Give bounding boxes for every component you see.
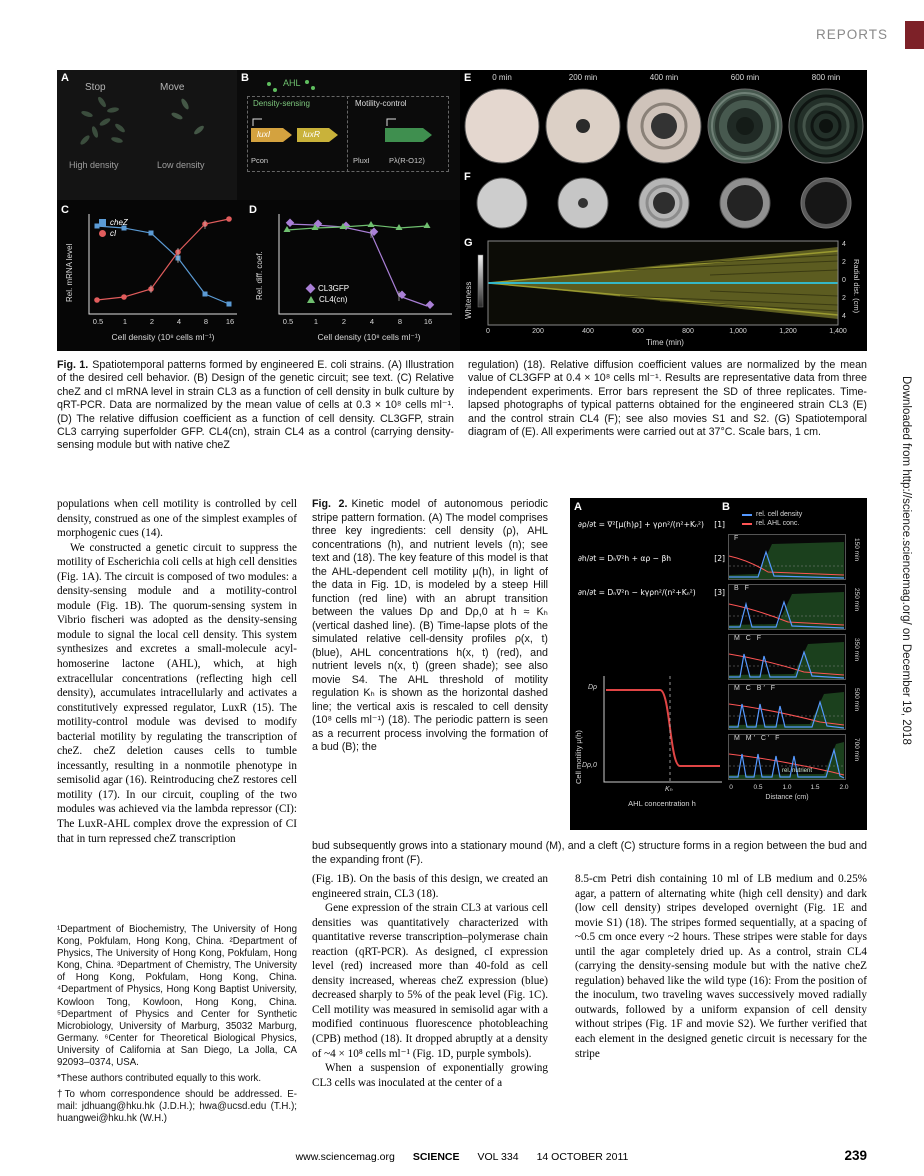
d-rho0-label: Dρ,0 [582,762,597,769]
panel-d-legend [307,284,349,306]
fig1-panel-b [237,70,460,200]
motility-control-label: Motility-control [355,99,407,108]
panel-letter: A [574,501,582,513]
cheZ-legend-marker [99,219,106,226]
equal-contribution-note: *These authors contributed equally to this work. [57,1073,262,1085]
ahl-legend-marker [742,523,752,525]
time-label: 200 min [568,73,598,82]
body-column-1 [57,497,297,846]
equation-text: ∂ρ/∂t = ∇²[μ(h)ρ] + γρn²/(n²+Kₙ²) [578,520,704,529]
section-header: REPORTS [815,27,888,42]
download-watermark: Downloaded from http://science.sciencemag.org/ on December 19, 2018 [900,376,912,745]
fig1-caption-col2 [468,359,867,439]
x-axis-label: Cell density (10⁸ cells ml⁻¹) [317,332,421,342]
footnotes [57,924,297,1130]
x-tick: 0 [486,328,490,335]
fig1-caption-col1 [57,359,454,453]
qrtpcr-chart [57,200,245,351]
panel-letter: D [249,204,257,216]
sim-row-2 [728,584,867,632]
row-time-label: 150 min [853,538,860,562]
row-time-label: 250 min [853,588,860,612]
panel-b-legend [742,511,802,529]
row-marks: M C B′ F [734,685,777,692]
motility-plot-graphic [574,666,728,816]
right-tick: 0 [842,277,846,284]
d-rho-label: Dρ [588,684,598,691]
x-tick: 4 [369,317,375,326]
journal-url-link[interactable]: www.sciencemag.org [295,1151,395,1163]
low-density-label: Low density [157,160,205,170]
cl3gfp-legend-label: CL3GFP [318,284,350,293]
x-tick: 1 [313,317,319,326]
paragraph: Gene expression of the strain CL3 at various cell densities was quantitatively characterized with quantitative reverse transcription–polymerase chain reaction (qRT-PCR). As designed, cI expression level (red) increased more than 40-fold as cell density increased, whereas cheZ expression (blue) decreased sharply to 5% of the peak level (Fig. 1C). Cell motility was measured in semisolid agar with a modified continuous fluorescence photobleaching (CPB) method (18). It dropped abruptly at a density of ~4 × 10⁸ cells ml⁻¹ (Fig. 1D, purple symbols). [312,902,548,1060]
panel-letter: B [722,501,730,513]
sim-row-5 [728,734,867,782]
cI-legend-marker [99,230,106,237]
x-tick: 16 [423,317,433,326]
pcon-promoter-label: Pcon [251,156,269,165]
x-tick: 1.5 [810,784,820,791]
cl4cn-legend-label: CL4(cn) [319,295,348,304]
luxR-gene-label: luxR [303,129,321,139]
fig2-caption-continuation-text: bud subsequently grows into a stationary mound (M), and a cleft (C) structure forms in a region between the bud and the expanding front (F). [312,840,867,866]
diffusion-chart [245,200,460,351]
x-tick: 600 [632,328,644,335]
x-tick: 1,400 [829,328,847,335]
row-time-label: 500 min [853,688,860,712]
kh-tick-label: Kₕ [665,786,673,793]
panel-c-legend [99,218,128,240]
x-tick: 0 [729,784,733,791]
fig2-caption-text: Kinetic model of autonomous periodic stripe pattern formation. (A) The model comprises three key ingredients: cell density (ρ), AHL concentrations (h), and nutrient levels (n); see text and (18). The key feature of this model is that the AHL-dependent cell motility μ(h), in light of the data in Fig. 1D, is modeled by a steep Hill function (red line) with an abrupt transition between the values Dρ and Dρ,0 at h ≈ Kₕ (vertical dashed line). (B) Time-lapse plots of the simulated relative cell-density profiles ρ(x, t) (blue), AHL concentrations h(x, t) (red), and nutrient levels n(x, t) (green shade); see also movie S4. The AHL threshold of motility regulation Kₕ is shown as the horizontal dashed line; the vertical axis is rescaled to cell density (10⁸ cells ml⁻¹) (18). The periodic pattern is seen as a recurrent process involving the formation of a bud (B); the [312,498,548,753]
sim-row-3 [728,634,867,682]
module-divider [347,96,348,172]
fig1-caption-label: Fig. 1. [57,359,89,371]
x-tick: 0.5 [753,784,763,791]
panel-letter: G [464,237,473,249]
row-marks: B F [734,585,751,592]
journal-name: SCIENCE [412,1151,460,1163]
cl3-dishes-graphic [460,70,867,170]
paragraph: populations when cell motility is controlled by cell density, construed as one of the simplest examples of morphogenic cues (14). [57,498,297,540]
x-axis-label: Cell density (10⁸ cells ml⁻¹) [111,332,215,342]
density-sensing-label: Density-sensing [253,99,310,108]
row-time-label: 350 min [853,638,860,662]
paragraph: When a suspension of exponentially growing CL3 cells was inoculated at the center of a [312,1062,548,1089]
row-marks: M C F [734,635,764,642]
affiliations: ¹Department of Biochemistry, The University of Hong Kong, Pokfulam, Hong Kong, China. ²Department of Physics, The University of Hong Kong, Pokfulam, Hong Kong, China. ³Department of Chemistry, The University of Hong Kong, Pokfulam, Hong Kong, China. ⁴Department of Physics, Hong Kong Baptist University, Kowloon Tong, Kowloon, Hong Kong, China. ⁵Department of Physics and Center for Synthetic Microbiology, University of Marburg, 35032 Marburg, Germany. ⁶Center for Theoretical Biological Physics, University of California at San Diego, La Jolla, CA 92093–0374, USA. [57,924,297,1069]
x-tick: 200 [532,328,544,335]
equation-number: [1] [714,520,725,529]
x-tick: 8 [203,317,209,326]
time-label: 0 min [492,73,512,82]
cl4cn-legend-marker [307,296,315,303]
x-tick: 0.5 [282,317,294,326]
panel-letter: E [464,72,472,84]
y-axis-label: Rel. diff. coef. [255,251,264,300]
equation-1 [578,520,725,529]
cells-graphic [57,70,237,200]
paragraph: 8.5-cm Petri dish containing 10 ml of LB medium and 0.25% agar, a pattern of alternating white (high cell density) and dark (low cell density) stripes developed overnight (Fig. 1E and movie S1) (18). The stripes formed sequentially, at a spacing of ~0.5 cm once every ~2 hours. These stripes were stable for days until the agar completely dried up. As a control, strain CL4 (carrying the density-sensing module but with the native cheZ regulation) behaved like the wild type (16): From the position of the inoculum, two traveling waves successively moved radially outwards, followed by a uniform expansion of cell density without stripes (Fig. 1F and movie S2). We further verified that each element in the designed genetic circuit is necessary for the stripe [575,873,867,1060]
right-tick: 4 [842,241,846,248]
paragraph: (Fig. 1B). On the basis of this design, we created an engineered strain, CL3 (18). [312,873,548,900]
density-legend-label: rel. cell density [756,511,803,518]
time-axis-label: Time (min) [646,338,684,347]
x-tick: 2 [341,317,347,326]
move-label: Move [160,82,185,93]
cl4-dishes-graphic [460,170,867,237]
x-tick: 400 [582,328,594,335]
fig1-panel-f [460,170,867,237]
plambda-promoter-label: Pλ(R-O12) [389,156,425,165]
fig1-caption-text-2: regulation) (18). Relative diffusion coefficient values are normalized by the mean value of CL3GFP at 0.4 × 10⁸ cells ml⁻¹. Results are representative data from three independent experiments. Error bars represent the SD of three replicates. Time-lapsed photographs of typical patterns obtained for the engineered strain CL3 (E) and the control strain CL4 (F); see also movies S1 and S2. (G) Spatiotemporal diagram of (E). All experiments were carried out at 37°C. Scale bars, 1 cm. [468,359,867,439]
stop-label: Stop [85,82,106,93]
fig1-panel-c [57,200,245,351]
spatiotemporal-diagram [460,237,867,351]
equation-2 [578,554,725,563]
cl3gfp-legend-marker [306,284,316,294]
issue-date: 14 OCTOBER 2011 [536,1151,629,1163]
cheZ-legend-label: cheZ [110,218,128,227]
radial-axis-label: Radial dist. (cm) [852,259,861,314]
cI-legend-label: cI [110,229,117,238]
time-label: 600 min [730,73,760,82]
distance-axis-label: Distance (cm) [765,794,809,801]
body-column-2 [312,872,548,1090]
equation-number: [2] [714,554,725,563]
luxI-gene-label: luxI [257,129,271,139]
fig2-caption [312,498,548,755]
x-tick: 1,000 [729,328,747,335]
fig2-panel-b [728,498,867,830]
x-tick: 8 [397,317,403,326]
page-number: 239 [844,1148,867,1163]
pluxi-promoter-label: PluxI [353,156,370,165]
figure-2 [570,498,867,830]
sim-profile-graphic [728,534,846,580]
whiteness-colorbar-label: Whiteness [464,281,473,319]
right-tick: 4 [842,313,846,320]
y-axis-label: Cell motility μ(h) [574,730,583,784]
fig1-panel-d [245,200,460,351]
panel-letter: B [241,72,249,84]
model-equations [578,520,725,622]
x-tick: 1 [122,317,128,326]
equation-text: ∂h/∂t = Dₕ∇²h + αρ − βh [578,554,672,563]
panel-letter: A [61,72,69,84]
page-footer [57,1148,867,1163]
volume-label: VOL 334 [477,1151,519,1163]
x-tick: 2 [149,317,155,326]
x-axis-label: AHL concentration h [628,799,696,808]
panel-letter: C [61,204,69,216]
right-tick: 2 [842,295,846,302]
fig1-caption-text-1: Spatiotemporal patterns formed by engineered E. coli strains. (A) Illustration of the desired cell behavior. (B) Design of the genetic circuit; see text. (C) Relative cheZ and cI mRNA level in strain CL3 as a function of cell density in bulk culture by qRT-PCR. Data are normalized by the mean value of cells at 0.3 × 10⁸ cells ml⁻¹. (D) The relative diffusion coefficient as a function of cell density. CL3GFP, strain CL3 carrying superfolder GFP. CL4(cn), strain CL4 as a control (carrying density-sensing module but with native cheZ [57,359,454,452]
y-axis-label: Rel. mRNA level [65,243,74,302]
fig1-panel-g [460,237,867,351]
body-column-3 [575,872,867,1061]
ahl-legend-label: rel. AHL conc. [756,520,800,527]
high-density-label: High density [69,160,119,170]
figure-1 [57,70,867,351]
x-tick: 16 [225,317,235,326]
motility-plot [574,666,728,824]
fig2-caption-label: Fig. 2. [312,498,348,510]
x-tick: 1,200 [779,328,797,335]
row-marks: M M′ C′ F [734,735,782,742]
x-tick: 4 [176,317,182,326]
ahl-label: AHL [283,78,301,88]
nutrient-label: rel. nutrient [782,768,813,774]
x-tick: 800 [682,328,694,335]
paragraph: We constructed a genetic circuit to suppress the motility of Escherichia coli cells at high cell densities (Fig. 1A). The circuit is composed of two modules: a density-sensing module and a motility-control module (Fig. 1B). The quorum-sensing system in Vibrio fischeri was adopted as the density-sensing module to signal the local cell density. This system synthesizes and excretes a small-molecule acyl-homoserine lactone (AHL), which, at high extracellular concentrations (reflecting high cell density), accumulates intracellularly and activates a constitutively expressed regulator, LuxR (15). The motility-control module was devised to modify bacterial motility by regulating the transcription of cheZ. cheZ deletion causes cells to tumble incessantly, resulting in a nonmotile phenotype in semisolid agar (16). Reintroducing cheZ restores cell motility (17). In our circuit, coupling of the two modules was achieved via the lambda repressor (CI): The LuxR-AHL complex drove the expression of CI that in turn repressed cheZ transcription [57,541,297,845]
density-legend-marker [742,514,752,516]
equation-number: [3] [714,588,725,597]
sim-row-4 [728,684,867,732]
fig2-caption-continuation [312,840,867,867]
equation-text: ∂n/∂t = Dₙ∇²n − kγρn²/(n²+Kₙ²) [578,588,696,597]
x-tick: 2.0 [839,784,849,791]
time-label: 800 min [811,73,841,82]
equation-3 [578,588,725,597]
reports-edge-tab [905,21,924,49]
right-tick: 2 [842,259,846,266]
fig1-panel-e [460,70,867,170]
sim-row-1 [728,534,867,582]
row-time-label: 700 min [853,738,860,762]
fig1-panel-a [57,70,237,200]
panel-letter: F [464,171,471,183]
row-marks: F [734,535,741,542]
x-tick: 1.0 [782,784,792,791]
time-label: 400 min [649,73,679,82]
correspondence-note: †To whom correspondence should be addressed. E-mail: jdhuang@hku.hk (J.D.H.); hwa@ucsd.edu (T.H.); huangwei@hku.hk (W.H.) [57,1089,297,1125]
x-tick: 0.5 [92,317,104,326]
